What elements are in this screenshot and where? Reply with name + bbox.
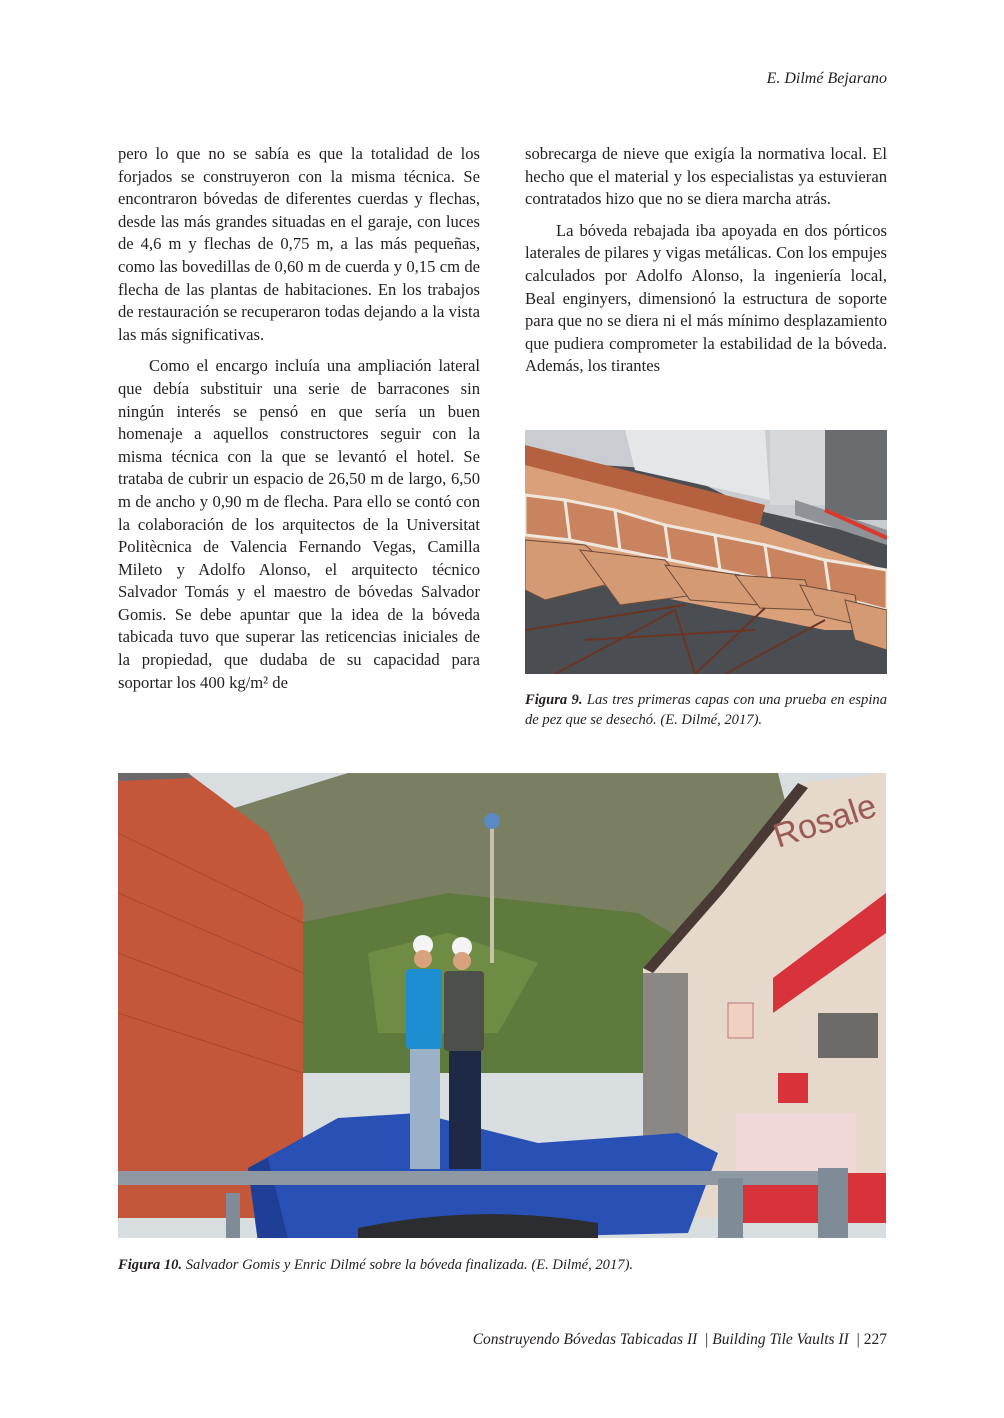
paragraph: La bóveda rebajada iba apoyada en dos pórticos laterales de pilares y vigas metálicas. Con los empujes calculados por Adolfo Alonso, la ingeniería local, Beal enginyers, dimensionó la estructura de soporte para que no se diera ni el más mínimo desplazamiento que pudiera comprometer la estabilidad de la bóveda. Además, los tirantes <box>525 220 887 376</box>
footer-separator: | <box>705 1331 709 1348</box>
right-column <box>525 143 887 378</box>
figure-label: Figura 9. <box>525 692 583 708</box>
book-title-en: Building Tile Vaults II <box>712 1331 849 1348</box>
person-gray <box>444 937 484 1169</box>
book-title: Construyendo Bóvedas Tabicadas II <box>472 1331 698 1348</box>
tile-vault-layers-photo <box>525 430 887 674</box>
paragraph: pero lo que no se sabía es que la totalidad de los forjados se construyeron con la misma técnica. Se encontraron bóvedas de diferentes cuerdas y flechas, desde las más grandes situadas en el garaje, con luces de 4,6 m y flechas de 0,75 m, a las más pequeñas, como las bovedillas de 0,60 m de cuerda y 0,15 cm de flecha de las plantas de habitaciones. En los trabajos de restauración se recuperaron todas dejando a la vista las más significativas. <box>118 144 480 344</box>
page-number: 227 <box>863 1331 887 1348</box>
running-head: E. Dilmé Bejarano <box>766 70 887 87</box>
figure-9-caption <box>525 690 887 730</box>
paragraph: sobrecarga de nieve que exigía la normativa local. El hecho que el material y los especialistas ya estuvieran contratados hizo que no se diera marcha atrás. <box>525 144 887 209</box>
person-blue <box>406 935 442 1169</box>
paragraph: Como el encargo incluía una ampliación lateral que debía substituir una serie de barracones sin ningún interés se pensó en que sería un buen homenaje a aquellos constructores seguir con la misma técnica con la que se levantó el hotel. Se trataba de cubrir un espacio de 26,50 m de largo, 6,50 m de ancho y 0,90 m de flecha. Para ello se contó con la colaboración de los arquitectos de la Universitat Politècnica de Valencia Fernando Vegas, Camilla Mileto y Adolfo Alonso, el arquitecto técnico Salvador Tomás y el maestro de bóvedas Salvador Gomis. Se debe apuntar que la idea de la bóveda tabicada tuvo que superar las reticencias iniciales de la propiedad, que dudaba de su capacidad para soportar los 400 kg/m² de <box>118 356 480 692</box>
left-column <box>118 143 480 694</box>
page-footer <box>473 1331 887 1349</box>
figure-label: Figura 10. <box>118 1257 183 1273</box>
footer-separator: | <box>856 1331 860 1348</box>
figure-10-photo <box>118 773 886 1238</box>
figure-10-caption <box>118 1255 888 1275</box>
caption-text: Salvador Gomis y Enric Dilmé sobre la bóveda finalizada. (E. Dilmé, 2017). <box>182 1257 634 1273</box>
finished-vault-photo <box>118 773 886 1238</box>
building-sign: Rosale <box>768 786 882 856</box>
caption-text: Las tres primeras capas con una prueba en espina de pez que se desechó. (E. Dilmé, 2017). <box>525 692 887 728</box>
figure-9-photo <box>525 430 887 674</box>
